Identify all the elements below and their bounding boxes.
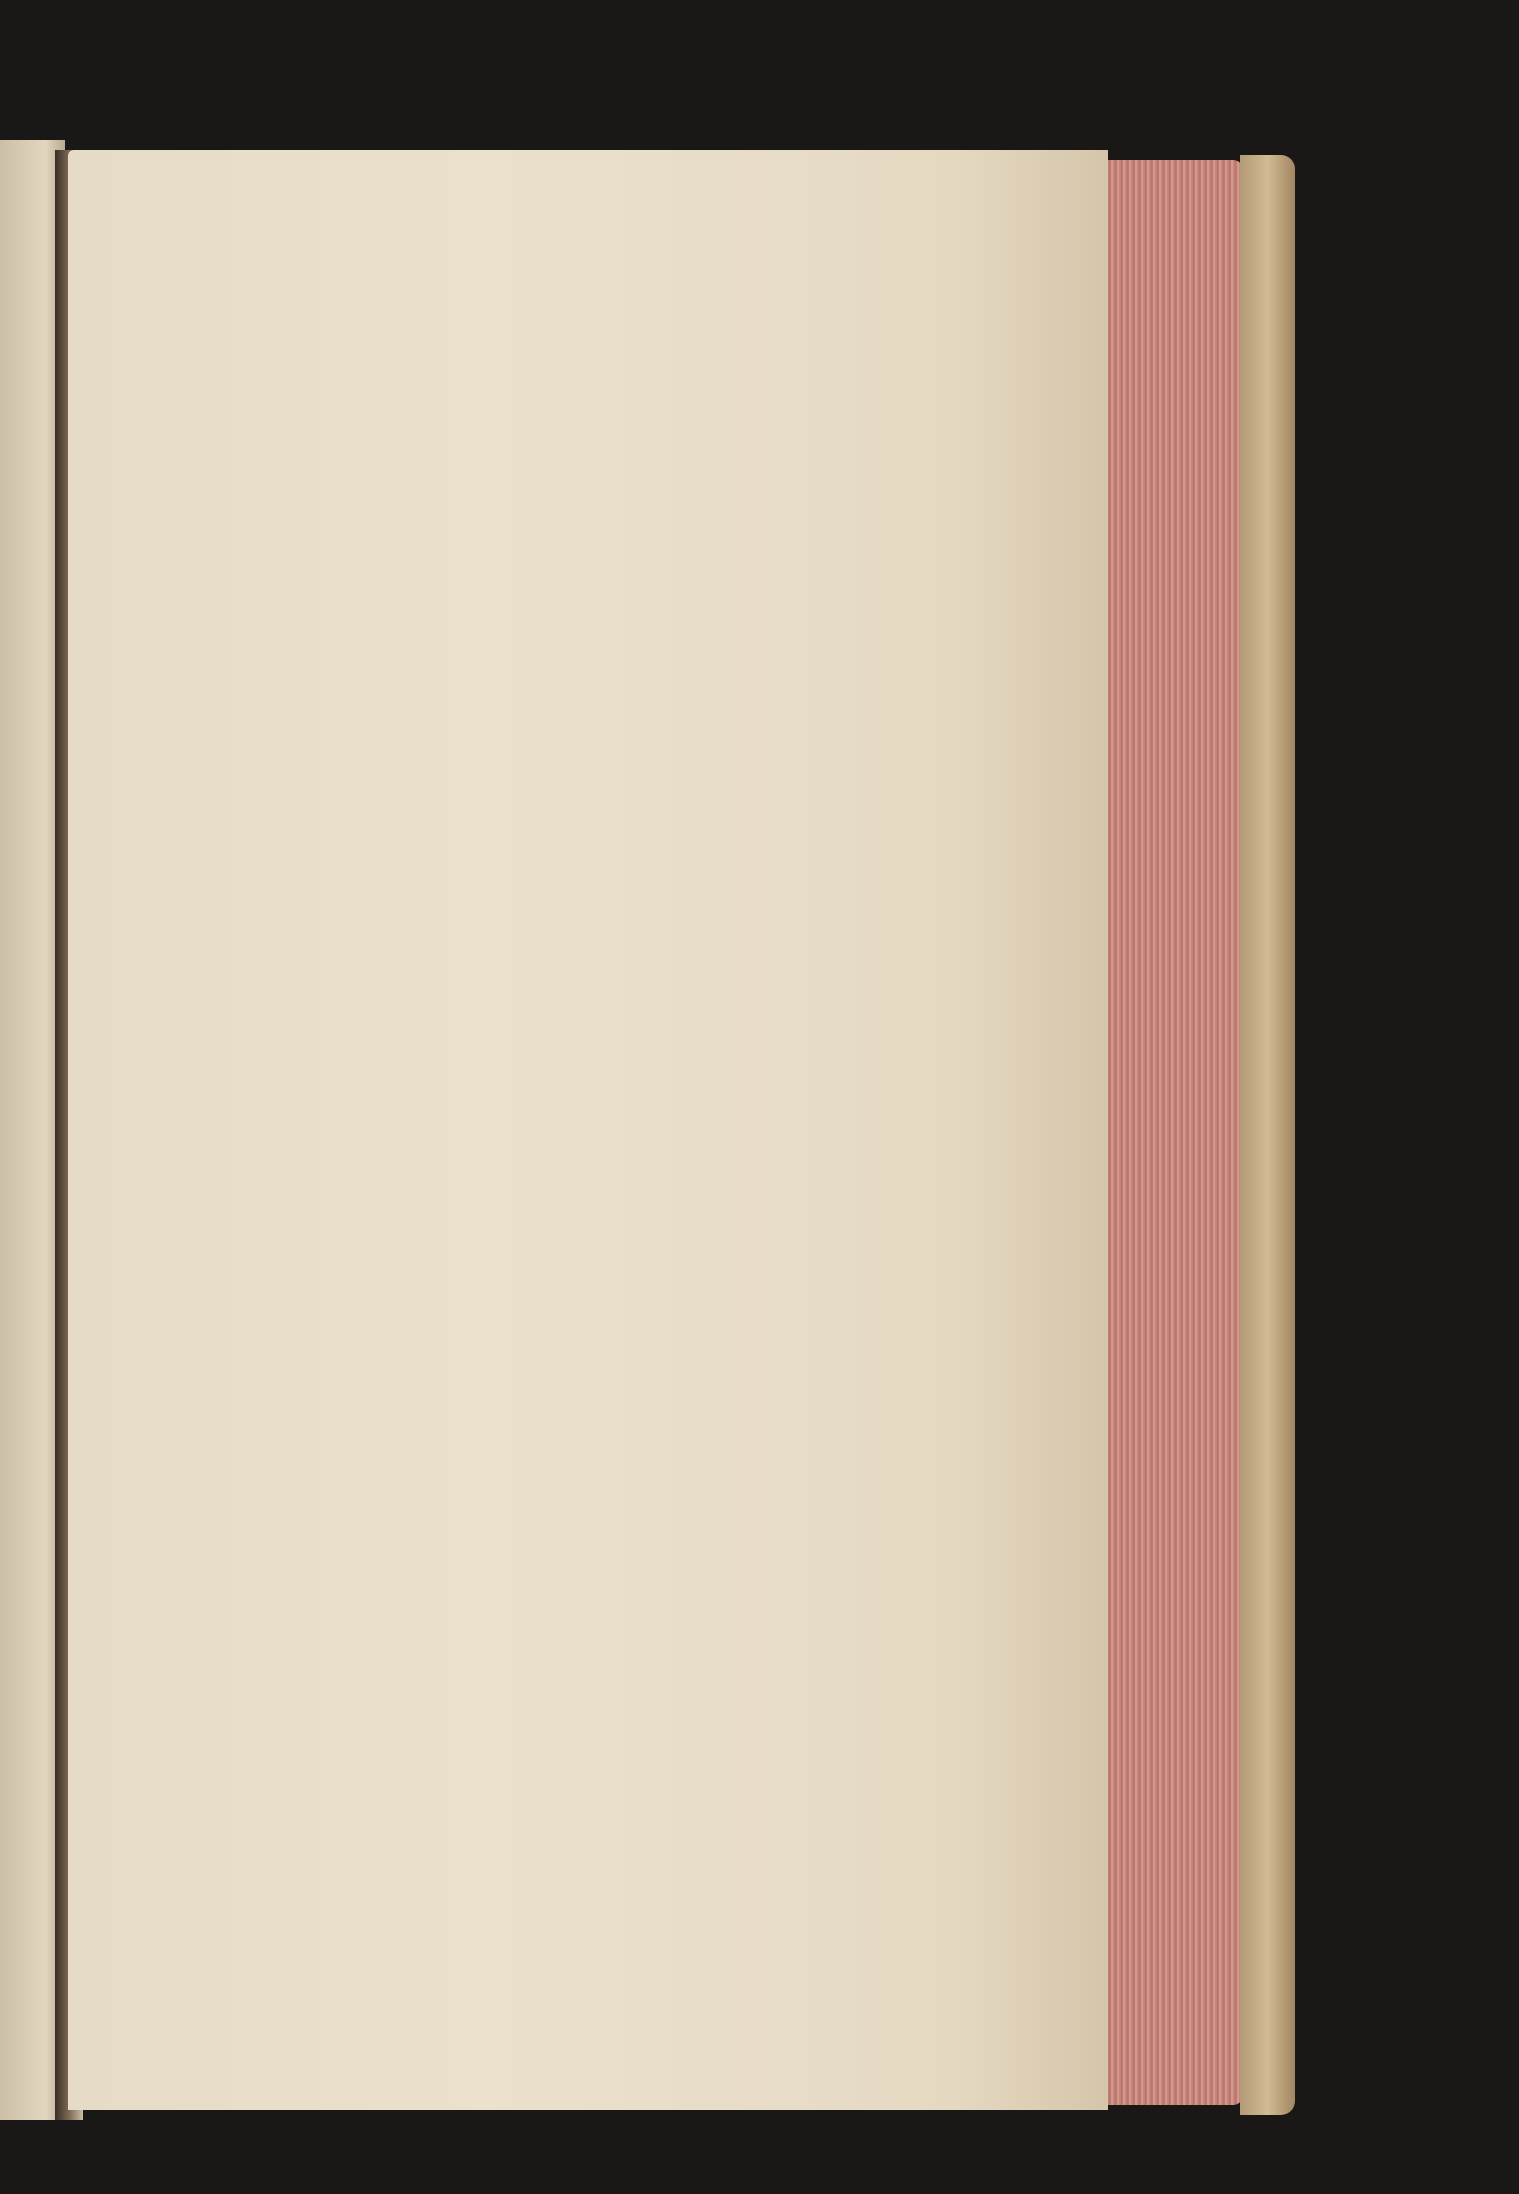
page-edges (1108, 160, 1243, 2105)
right-page (68, 150, 1108, 2110)
book-cover (1240, 155, 1295, 2115)
